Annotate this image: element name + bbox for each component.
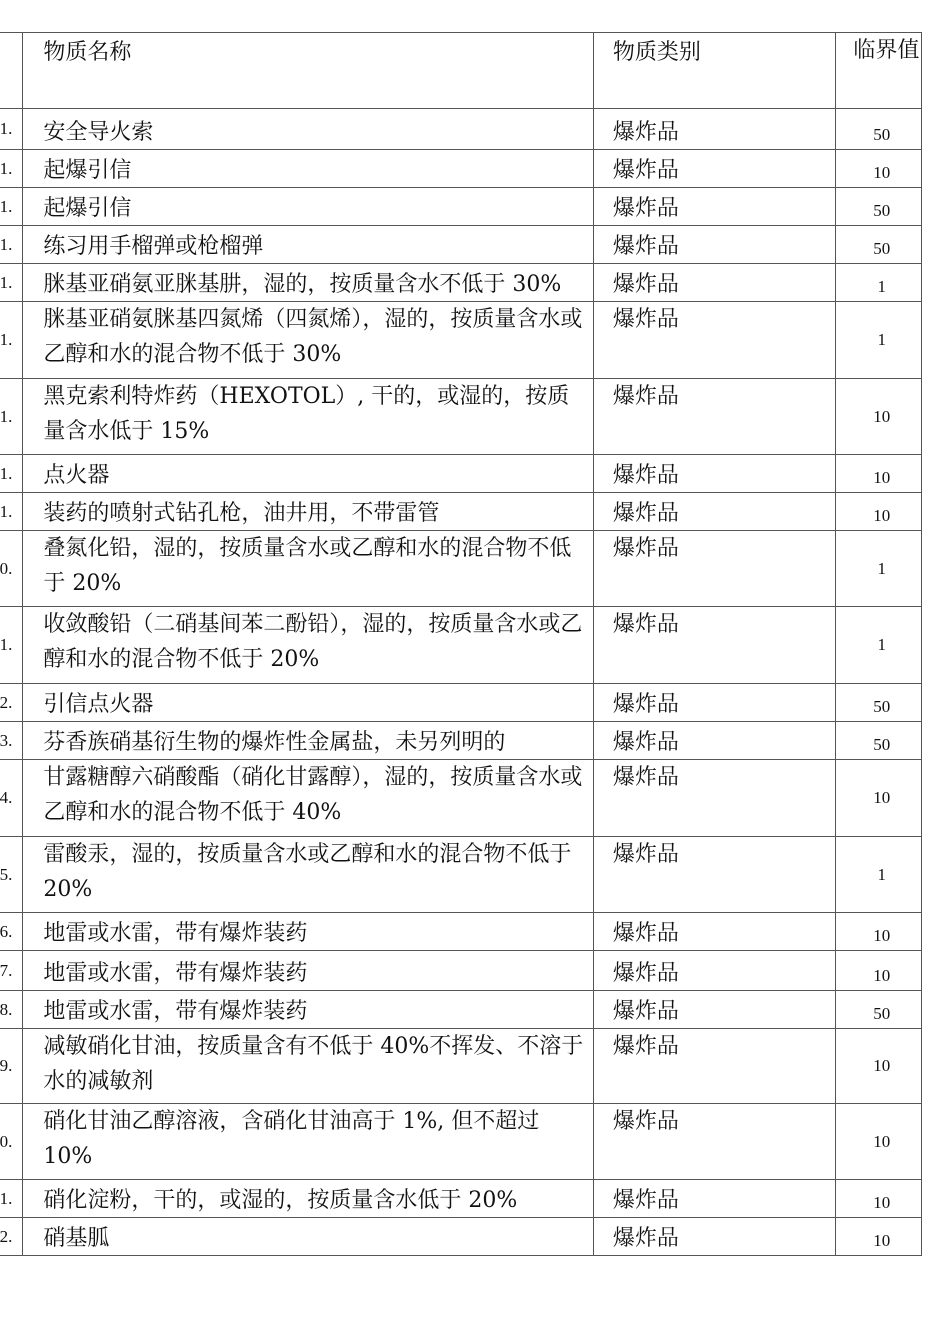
substance-name-cell: 黑克索利特炸药（HEXOTOL）, 干的，或湿的，按质量含水低于 15% bbox=[23, 379, 593, 455]
substance-name-cell: 硝化甘油乙醇溶液，含硝化甘油高于 1%, 但不超过 10% bbox=[23, 1104, 593, 1180]
row-index: 9. bbox=[0, 1029, 23, 1104]
category-cell: 爆炸品 bbox=[593, 1218, 836, 1256]
row-index: 1. bbox=[0, 493, 23, 531]
category-cell: 爆炸品 bbox=[593, 109, 836, 150]
category-cell: 爆炸品 bbox=[593, 1029, 836, 1104]
row-index: 0. bbox=[0, 531, 23, 607]
category-cell: 爆炸品 bbox=[593, 607, 836, 684]
threshold-value-cell: 10 bbox=[836, 913, 922, 951]
threshold-value-cell: 10 bbox=[836, 1218, 922, 1256]
category-cell: 爆炸品 bbox=[593, 455, 836, 493]
table-row bbox=[0, 493, 922, 531]
substance-name-cell: 甘露糖醇六硝酸酯（硝化甘露醇），湿的，按质量含水或乙醇和水的混合物不低于 40% bbox=[23, 760, 593, 837]
threshold-value-cell: 10 bbox=[836, 1180, 922, 1218]
table-row bbox=[0, 1180, 922, 1218]
table-row bbox=[0, 722, 922, 760]
row-index: 1. bbox=[0, 607, 23, 684]
substance-name-cell: 地雷或水雷，带有爆炸装药 bbox=[23, 913, 593, 951]
table-row bbox=[0, 264, 922, 302]
threshold-value-cell: 50 bbox=[836, 722, 922, 760]
table-row bbox=[0, 531, 922, 607]
row-index: 1. bbox=[0, 109, 23, 150]
threshold-value-cell: 10 bbox=[836, 1029, 922, 1104]
row-index: 4. bbox=[0, 760, 23, 837]
threshold-value-cell: 50 bbox=[836, 684, 922, 722]
row-index: 3. bbox=[0, 722, 23, 760]
table-row bbox=[0, 302, 922, 379]
category-cell: 爆炸品 bbox=[593, 379, 836, 455]
substance-name-cell: 叠氮化铅，湿的，按质量含水或乙醇和水的混合物不低于 20% bbox=[23, 531, 593, 607]
row-index: 1. bbox=[0, 150, 23, 188]
table-header-row bbox=[0, 33, 922, 109]
table-row bbox=[0, 607, 922, 684]
hazard-substance-table bbox=[0, 32, 922, 1256]
table-row bbox=[0, 837, 922, 913]
threshold-value-cell: 10 bbox=[836, 1104, 922, 1180]
table-row bbox=[0, 684, 922, 722]
category-cell: 爆炸品 bbox=[593, 951, 836, 991]
table-row bbox=[0, 379, 922, 455]
row-index: 1. bbox=[0, 226, 23, 264]
threshold-value-cell: 1 bbox=[836, 531, 922, 607]
threshold-value-cell: 10 bbox=[836, 493, 922, 531]
threshold-value-cell: 10 bbox=[836, 379, 922, 455]
row-index: 1. bbox=[0, 188, 23, 226]
row-index: 1. bbox=[0, 302, 23, 379]
threshold-value-cell: 10 bbox=[836, 150, 922, 188]
header-index bbox=[0, 33, 23, 109]
table-row bbox=[0, 760, 922, 837]
category-cell: 爆炸品 bbox=[593, 531, 836, 607]
category-cell: 爆炸品 bbox=[593, 722, 836, 760]
row-index: 5. bbox=[0, 837, 23, 913]
table-row bbox=[0, 991, 922, 1029]
header-category: 物质类别 bbox=[593, 33, 836, 109]
substance-name-cell: 练习用手榴弹或枪榴弹 bbox=[23, 226, 593, 264]
category-cell: 爆炸品 bbox=[593, 991, 836, 1029]
substance-name-cell: 起爆引信 bbox=[23, 150, 593, 188]
table-row bbox=[0, 951, 922, 991]
category-cell: 爆炸品 bbox=[593, 302, 836, 379]
row-index: 1. bbox=[0, 379, 23, 455]
substance-name-cell: 脒基亚硝氨亚脒基肼，湿的，按质量含水不低于 30% bbox=[23, 264, 593, 302]
row-index: 8. bbox=[0, 991, 23, 1029]
row-index: 1. bbox=[0, 455, 23, 493]
row-index: 7. bbox=[0, 951, 23, 991]
substance-name-cell: 脒基亚硝氨脒基四氮烯（四氮烯），湿的，按质量含水或乙醇和水的混合物不低于 30% bbox=[23, 302, 593, 379]
category-cell: 爆炸品 bbox=[593, 1180, 836, 1218]
row-index: 6. bbox=[0, 913, 23, 951]
threshold-value-cell: 10 bbox=[836, 455, 922, 493]
table-row bbox=[0, 1218, 922, 1256]
header-threshold: 临界值 bbox=[836, 33, 922, 109]
row-index: 2. bbox=[0, 1218, 23, 1256]
threshold-value-cell: 50 bbox=[836, 188, 922, 226]
table-row bbox=[0, 109, 922, 150]
substance-name-cell: 地雷或水雷，带有爆炸装药 bbox=[23, 991, 593, 1029]
table-row bbox=[0, 226, 922, 264]
category-cell: 爆炸品 bbox=[593, 760, 836, 837]
substance-name-cell: 点火器 bbox=[23, 455, 593, 493]
substance-name-cell: 起爆引信 bbox=[23, 188, 593, 226]
row-index: 2. bbox=[0, 684, 23, 722]
threshold-value-cell: 1 bbox=[836, 302, 922, 379]
table-row bbox=[0, 188, 922, 226]
substance-name-cell: 硝化淀粉，干的，或湿的，按质量含水低于 20% bbox=[23, 1180, 593, 1218]
row-index: 1. bbox=[0, 264, 23, 302]
header-substance-name: 物质名称 bbox=[23, 33, 593, 109]
category-cell: 爆炸品 bbox=[593, 913, 836, 951]
table-row bbox=[0, 1104, 922, 1180]
substance-name-cell: 引信点火器 bbox=[23, 684, 593, 722]
table-row bbox=[0, 455, 922, 493]
threshold-value-cell: 1 bbox=[836, 607, 922, 684]
threshold-value-cell: 50 bbox=[836, 991, 922, 1029]
row-index: 1. bbox=[0, 1180, 23, 1218]
substance-name-cell: 安全导火索 bbox=[23, 109, 593, 150]
threshold-value-cell: 50 bbox=[836, 109, 922, 150]
substance-name-cell: 硝基胍 bbox=[23, 1218, 593, 1256]
category-cell: 爆炸品 bbox=[593, 1104, 836, 1180]
threshold-value-cell: 10 bbox=[836, 951, 922, 991]
row-index: 0. bbox=[0, 1104, 23, 1180]
category-cell: 爆炸品 bbox=[593, 684, 836, 722]
threshold-value-cell: 10 bbox=[836, 760, 922, 837]
substance-name-cell: 地雷或水雷，带有爆炸装药 bbox=[23, 951, 593, 991]
category-cell: 爆炸品 bbox=[593, 150, 836, 188]
threshold-value-cell: 50 bbox=[836, 226, 922, 264]
substance-name-cell: 装药的喷射式钻孔枪，油井用，不带雷管 bbox=[23, 493, 593, 531]
table-row bbox=[0, 150, 922, 188]
substance-name-cell: 芬香族硝基衍生物的爆炸性金属盐，未另列明的 bbox=[23, 722, 593, 760]
threshold-value-cell: 1 bbox=[836, 264, 922, 302]
table-row bbox=[0, 913, 922, 951]
table-row bbox=[0, 1029, 922, 1104]
substance-name-cell: 减敏硝化甘油，按质量含有不低于 40%不挥发、不溶于水的减敏剂 bbox=[23, 1029, 593, 1104]
substance-name-cell: 雷酸汞，湿的，按质量含水或乙醇和水的混合物不低于 20% bbox=[23, 837, 593, 913]
category-cell: 爆炸品 bbox=[593, 226, 836, 264]
category-cell: 爆炸品 bbox=[593, 493, 836, 531]
substance-name-cell: 收敛酸铅（二硝基间苯二酚铅），湿的，按质量含水或乙醇和水的混合物不低于 20% bbox=[23, 607, 593, 684]
threshold-value-cell: 1 bbox=[836, 837, 922, 913]
category-cell: 爆炸品 bbox=[593, 188, 836, 226]
category-cell: 爆炸品 bbox=[593, 837, 836, 913]
category-cell: 爆炸品 bbox=[593, 264, 836, 302]
